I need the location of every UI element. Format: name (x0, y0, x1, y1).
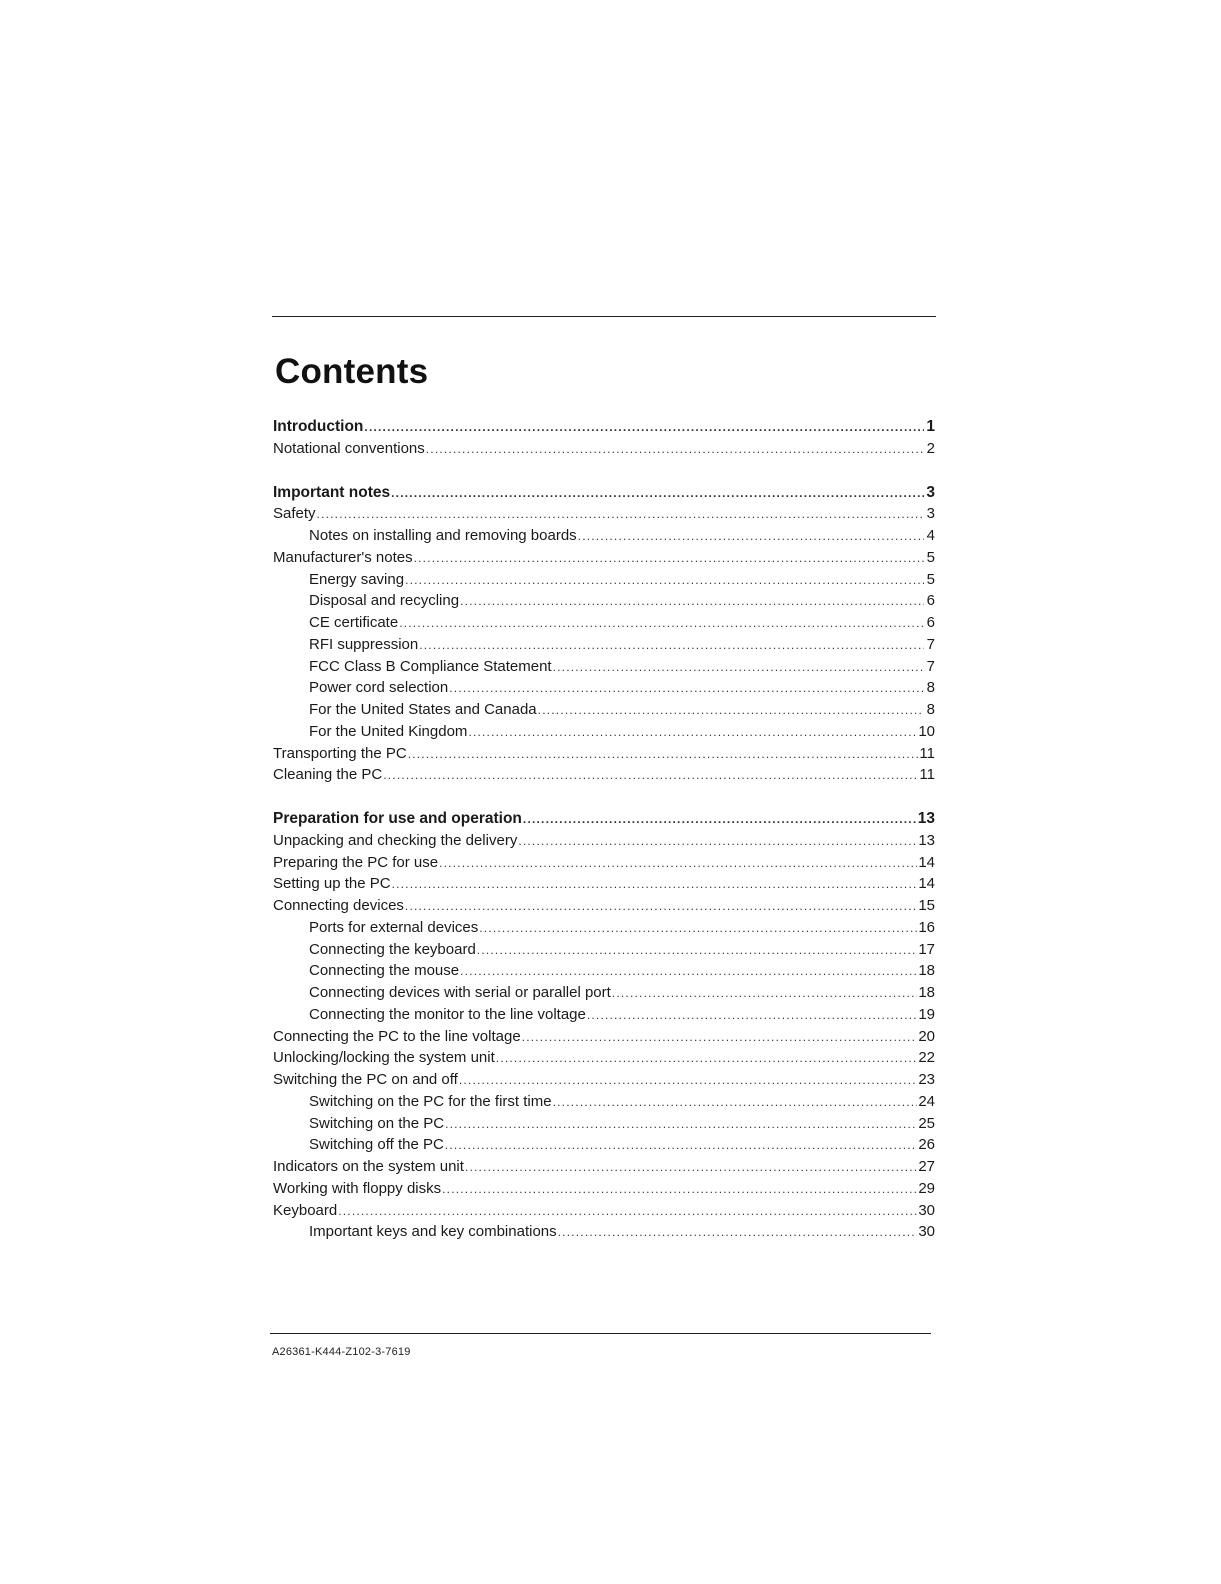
table-of-contents (273, 416, 935, 1265)
toc-entry-label: Cleaning the PC (273, 766, 383, 784)
toc-chapter-entry (273, 416, 935, 438)
dot-leader (496, 1048, 918, 1070)
toc-entry-page: 8 (926, 679, 935, 697)
toc-entry (273, 525, 935, 547)
dot-leader (449, 678, 924, 700)
toc-entry-label: Keyboard (273, 1201, 338, 1219)
toc-entry-page: 5 (926, 570, 935, 588)
dot-leader (477, 940, 918, 962)
toc-entry-label: Ports for external devices (309, 918, 479, 936)
toc-entry-label: Switching the PC on and off (273, 1071, 458, 1088)
dot-leader (468, 722, 917, 744)
dot-leader (612, 983, 917, 1005)
toc-entry (273, 1178, 935, 1200)
toc-entry-page: 26 (918, 1136, 935, 1154)
toc-entry (273, 547, 935, 569)
toc-entry-label: Unpacking and checking the delivery (273, 831, 518, 849)
toc-entry-label: Safety (273, 505, 316, 523)
toc-entry-label: Important keys and key combinations (309, 1223, 557, 1241)
toc-chapter-entry (273, 482, 935, 504)
toc-entry (273, 438, 935, 460)
toc-entry-page: 22 (918, 1049, 935, 1067)
toc-entry (273, 852, 935, 874)
toc-entry (273, 569, 935, 591)
toc-entry-page: 11 (919, 744, 935, 762)
toc-entry-page: 15 (918, 897, 935, 914)
toc-section (273, 808, 935, 1243)
dot-leader (518, 831, 917, 853)
toc-entry-page: 13 (918, 831, 935, 849)
toc-entry (273, 939, 935, 961)
toc-entry-page: 20 (918, 1027, 935, 1045)
toc-entry-page: 2 (926, 439, 935, 457)
toc-entry-label: Connecting the PC to the line voltage (273, 1027, 521, 1045)
toc-entry-page: 27 (918, 1158, 935, 1175)
toc-section (273, 416, 935, 460)
toc-entry (273, 764, 935, 786)
toc-entry-label: Energy saving (309, 570, 405, 588)
dot-leader (414, 548, 924, 570)
dot-leader (338, 1201, 917, 1223)
toc-entry (273, 1200, 935, 1222)
bottom-rule (270, 1333, 931, 1334)
toc-entry-page: 17 (918, 940, 935, 958)
toc-entry (273, 830, 935, 852)
toc-entry (273, 1069, 935, 1091)
toc-entry-label: Working with floppy disks (273, 1179, 442, 1197)
dot-leader (442, 1179, 917, 1201)
toc-entry (273, 1026, 935, 1048)
toc-entry-label: Connecting devices (273, 897, 404, 914)
toc-entry-label: Unlocking/locking the system unit (273, 1049, 495, 1067)
toc-entry-label: Important notes (273, 483, 391, 501)
toc-entry-label: Notational conventions (273, 439, 425, 457)
toc-entry-label: Transporting the PC (273, 744, 407, 762)
toc-entry (273, 873, 935, 895)
page-title: Contents (275, 352, 429, 391)
toc-entry (273, 503, 935, 525)
toc-section (273, 482, 935, 787)
toc-entry-page: 7 (926, 635, 935, 653)
toc-entry-label: Preparation for use and operation (273, 810, 522, 827)
dot-leader (538, 700, 924, 722)
toc-entry-page: 16 (918, 918, 935, 936)
toc-entry (273, 1156, 935, 1178)
toc-entry-label: Connecting the mouse (309, 962, 460, 980)
toc-entry (273, 656, 935, 678)
dot-leader (460, 591, 924, 613)
toc-entry (273, 1113, 935, 1135)
toc-entry (273, 1221, 935, 1243)
dot-leader (553, 657, 924, 679)
toc-entry-page: 19 (918, 1005, 935, 1023)
toc-entry (273, 721, 935, 743)
dot-leader (383, 765, 918, 787)
toc-entry (273, 895, 935, 917)
dot-leader (522, 1027, 918, 1049)
toc-entry (273, 960, 935, 982)
dot-leader (553, 1092, 918, 1114)
toc-entry (273, 1134, 935, 1156)
dot-leader (408, 744, 919, 766)
toc-entry-label: Switching on the PC for the first time (309, 1092, 552, 1110)
toc-chapter-entry (273, 808, 935, 830)
toc-entry (273, 634, 935, 656)
dot-leader (460, 961, 917, 983)
toc-entry-page: 3 (926, 483, 935, 501)
toc-entry (273, 699, 935, 721)
dot-leader (419, 635, 924, 657)
dot-leader (465, 1157, 917, 1179)
dot-leader (364, 417, 924, 439)
toc-entry (273, 677, 935, 699)
toc-entry-label: Power cord selection (309, 679, 449, 697)
toc-entry-page: 1 (926, 418, 935, 435)
toc-entry-label: Connecting the monitor to the line voltage (309, 1005, 586, 1023)
dot-leader (426, 439, 924, 461)
dot-leader (405, 896, 917, 918)
toc-entry-page: 7 (926, 657, 935, 675)
dot-leader (392, 874, 918, 896)
toc-entry-page: 23 (918, 1071, 935, 1088)
toc-entry (273, 743, 935, 765)
toc-entry-label: Preparing the PC for use (273, 853, 439, 871)
toc-entry-label: For the United States and Canada (309, 701, 537, 718)
toc-entry-page: 4 (926, 527, 935, 544)
toc-entry-label: Indicators on the system unit (273, 1158, 464, 1175)
dot-leader (439, 853, 917, 875)
toc-entry-label: Connecting the keyboard (309, 940, 476, 958)
toc-entry (273, 1047, 935, 1069)
toc-entry-page: 10 (918, 722, 935, 740)
toc-entry-label: RFI suppression (309, 635, 419, 653)
dot-leader (558, 1222, 918, 1244)
toc-entry-page: 24 (918, 1092, 935, 1110)
top-rule (272, 316, 936, 317)
toc-entry-label: FCC Class B Compliance Statement (309, 657, 552, 675)
toc-entry-page: 13 (917, 810, 935, 827)
dot-leader (317, 504, 924, 526)
toc-entry-label: Switching off the PC (309, 1136, 444, 1154)
toc-entry (273, 917, 935, 939)
dot-leader (445, 1135, 918, 1157)
toc-entry-label: Notes on installing and removing boards (309, 527, 577, 544)
toc-entry (273, 1004, 935, 1026)
toc-entry-page: 30 (918, 1201, 935, 1219)
toc-entry-page: 25 (918, 1114, 935, 1132)
document-number: A26361-K444-Z102-3-7619 (272, 1346, 411, 1358)
dot-leader (391, 483, 924, 505)
toc-entry-label: Manufacturer's notes (273, 548, 413, 566)
toc-entry-page: 6 (926, 592, 935, 610)
toc-entry-page: 18 (918, 962, 935, 980)
dot-leader (405, 570, 924, 592)
dot-leader (587, 1005, 917, 1027)
toc-entry-page: 29 (918, 1179, 935, 1197)
toc-entry-label: Connecting devices with serial or parallel port (309, 984, 611, 1001)
toc-entry-page: 3 (926, 505, 935, 523)
toc-entry-label: Disposal and recycling (309, 592, 460, 610)
toc-entry-label: Introduction (273, 418, 364, 435)
dot-leader (445, 1114, 917, 1136)
toc-entry-page: 6 (926, 614, 935, 631)
toc-entry-page: 30 (918, 1223, 935, 1241)
dot-leader (479, 918, 917, 940)
dot-leader (578, 526, 924, 548)
toc-entry (273, 590, 935, 612)
dot-leader (459, 1070, 917, 1092)
toc-entry-page: 14 (918, 853, 935, 871)
toc-entry (273, 612, 935, 634)
toc-entry-page: 5 (926, 548, 935, 566)
toc-entry-page: 8 (926, 701, 935, 718)
toc-entry (273, 982, 935, 1004)
toc-entry-page: 18 (918, 984, 935, 1001)
toc-entry-label: For the United Kingdom (309, 722, 468, 740)
toc-entry-page: 14 (918, 875, 935, 893)
dot-leader (523, 809, 917, 831)
toc-entry (273, 1091, 935, 1113)
toc-entry-label: Switching on the PC (309, 1114, 445, 1132)
dot-leader (399, 613, 924, 635)
toc-entry-page: 11 (919, 766, 935, 784)
toc-entry-label: Setting up the PC (273, 875, 391, 893)
toc-entry-label: CE certificate (309, 614, 399, 631)
